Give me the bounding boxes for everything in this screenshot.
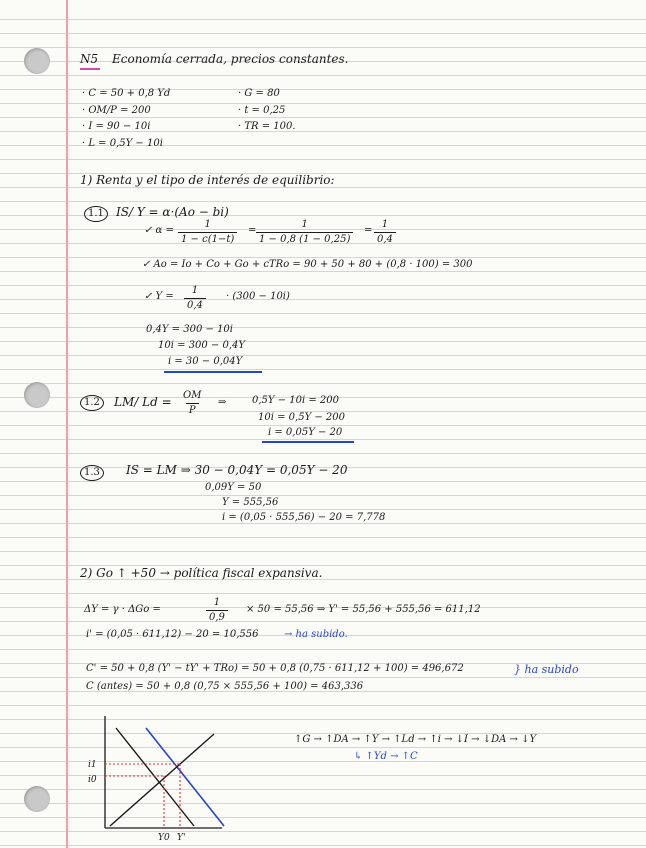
lm-prefix: LM/ Ld = — [114, 395, 172, 409]
graph-label-y0: Y0 — [158, 833, 170, 843]
lm-result-underline — [262, 441, 354, 443]
lm-step: 0,5Y − 10i = 200 — [252, 395, 339, 406]
part2-title: 2) Go ↑ +50 → política fiscal expansiva. — [80, 566, 323, 580]
is-lm-graph — [84, 714, 224, 846]
section-1-1-label: 1.1 — [84, 203, 108, 222]
binder-hole — [24, 786, 50, 812]
new-interest-line: i' = (0,05 · 611,12) − 20 = 10,556 — [86, 629, 259, 640]
causal-chain-note: ↳ ↑Yd → ↑C — [354, 751, 418, 762]
margin-line — [66, 0, 68, 848]
binder-hole — [24, 48, 50, 74]
equals-sign: = — [364, 225, 373, 236]
money-supply-fraction: $\frac{OM}{P}$ — [183, 390, 202, 416]
is-result: i = 30 − 0,04Y — [168, 356, 243, 367]
alpha-fraction-1: $\frac{1}{1 - c(1-t)}$ — [178, 220, 237, 245]
given-item: · t = 0,25 — [238, 105, 286, 116]
given-item: · TR = 100. — [238, 121, 296, 132]
given-item: · OM/P = 200 — [82, 105, 151, 116]
multiplier-fraction: $\frac{1}{0,9}$ — [206, 598, 228, 623]
graph-label-i0: i0 — [88, 775, 97, 785]
graph-label-y1: Y' — [177, 833, 186, 843]
causal-chain: ↑G → ↑DA → ↑Y → ↑Ld → ↑i → ↓I → ↓DA → ↓Y — [294, 734, 537, 745]
autonomous-spending-line: ✓ Ao = Io + Co + Go + cTRo = 90 + 50 + 80 + (0,8 · 100) = 300 — [142, 259, 473, 270]
is-curve — [116, 728, 194, 826]
new-consumption-line: C' = 50 + 0,8 (Y' − tY' + TRo) = 50 + 0,8 (0,75 · 611,12 + 100) = 496,672 — [86, 663, 464, 674]
interest-note: → ha subido. — [284, 629, 348, 640]
consumption-note: } ha subido — [514, 663, 579, 676]
delta-y-prefix: ΔY = γ · ΔGo = — [84, 604, 161, 615]
given-item: · G = 80 — [238, 88, 280, 99]
part1-title: 1) Renta y el tipo de interés de equilibrio: — [80, 173, 335, 187]
is-equation: IS/ Y = α·(Ao − bi) — [116, 205, 229, 219]
y-prefix: ✓ Y = — [144, 291, 174, 302]
given-item: · L = 0,5Y − 10i — [82, 138, 163, 149]
section-1-3-label: 1.3 — [80, 462, 104, 481]
alpha-prefix: ✓ α = — [144, 225, 174, 236]
given-item: · C = 50 + 0,8 Yd — [82, 88, 171, 99]
exercise-label: N5 — [80, 52, 99, 66]
y-suffix: · (300 − 10i) — [226, 291, 290, 302]
is-curve-shifted — [146, 728, 224, 826]
is-lm-result: i = (0,05 · 555,56) − 20 = 7,778 — [222, 512, 386, 523]
exercise-title: Economía cerrada, precios constantes. — [112, 52, 349, 66]
arrow: ⇒ — [218, 397, 227, 408]
alpha-fraction-2: $\frac{1}{1 - 0,8 (1 - 0,25)}$ — [256, 220, 353, 245]
lm-result: i = 0,05Y − 20 — [268, 427, 343, 438]
y-fraction: $\frac{1}{0,4}$ — [184, 286, 206, 311]
lm-step: 10i = 0,5Y − 200 — [258, 412, 345, 423]
delta-y-suffix: × 50 = 55,56 ⇒ Y' = 55,56 + 555,56 = 611,12 — [246, 604, 481, 615]
equals-sign: = — [248, 225, 257, 236]
old-consumption-line: C (antes) = 50 + 0,8 (0,75 × 555,56 + 100) = 463,336 — [86, 681, 364, 692]
given-item: · I = 90 − 10i — [82, 121, 151, 132]
alpha-fraction-3: $\frac{1}{0,4}$ — [374, 220, 396, 245]
is-lm-step: Y = 555,56 — [222, 497, 279, 508]
is-lm-equation: IS = LM ⇒ 30 − 0,04Y = 0,05Y − 20 — [126, 463, 348, 477]
is-lm-step: 0,09Y = 50 — [205, 482, 262, 493]
graph-label-i1: i1 — [88, 760, 97, 770]
section-1-2-label: 1.2 — [80, 392, 104, 411]
is-step: 0,4Y = 300 − 10i — [146, 324, 233, 335]
exercise-label-underline — [80, 68, 100, 70]
is-step: 10i = 300 − 0,4Y — [158, 340, 245, 351]
is-result-underline — [164, 371, 262, 373]
binder-hole — [24, 382, 50, 408]
